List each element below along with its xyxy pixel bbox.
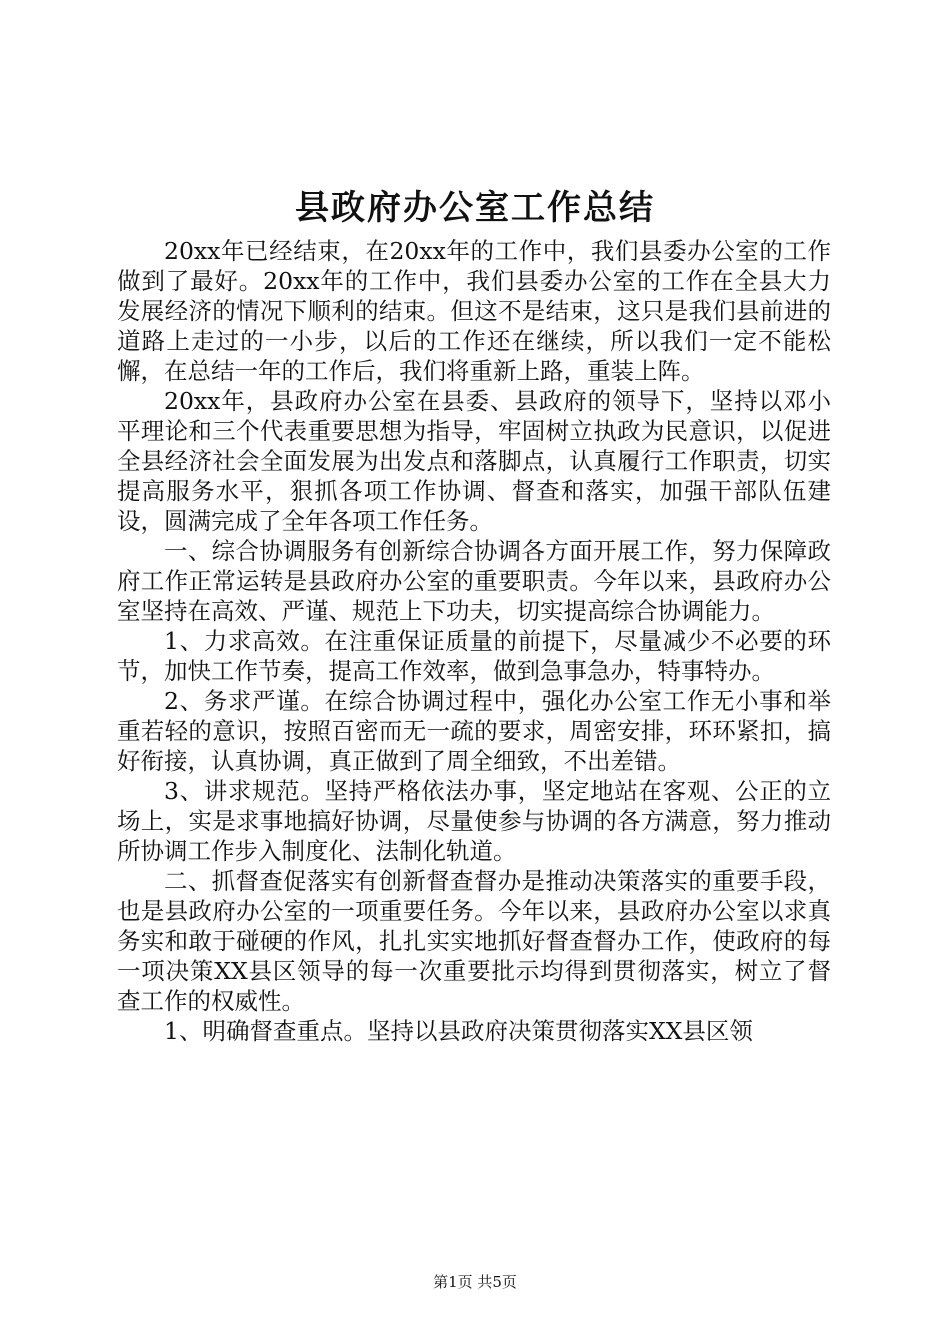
document-body [117, 236, 831, 1046]
paragraph: 20xx年，县政府办公室在县委、县政府的领导下，坚持以邓小平理论和三个代表重要思想为指导，牢固树立执政为民意识，以促进全县经济社会全面发展为出发点和落脚点，认真履行工作职责，切实提高服务水平，狠抓各项工作协调、督查和落实，加强干部队伍建设，圆满完成了全年各项工作任务。 [117, 387, 831, 535]
paragraph: 1、明确督查重点。坚持以县政府决策贯彻落实XX县区领 [164, 1017, 753, 1045]
paragraph: 2、务求严谨。在综合协调过程中，强化办公室工作无小事和举重若轻的意识，按照百密而无一疏的要求，周密安排，环环紧扣，搞好衔接，认真协调，真正做到了周全细致，不出差错。 [117, 687, 831, 775]
page-number-footer: 第1页 共5页 [433, 1273, 517, 1291]
paragraph: 1、力求高效。在注重保证质量的前提下，尽量减少不必要的环节，加快工作节奏，提高工作效率，做到急事急办，特事特办。 [117, 627, 831, 685]
paragraph: 二、抓督查促落实有创新督查督办是推动决策落实的重要手段，也是县政府办公室的一项重要任务。今年以来，县政府办公室以求真务实和敢于碰硬的作风，扎扎实实地抓好督查督办工作，使政府的每一项决策XX县区领导的每一次重要批示均得到贯彻落实，树立了督查工作的权威性。 [117, 867, 831, 1015]
paragraph: 一、综合协调服务有创新综合协调各方面开展工作，努力保障政府工作正常运转是县政府办公室的重要职责。今年以来，县政府办公室坚持在高效、严谨、规范上下功夫，切实提高综合协调能力。 [117, 537, 831, 625]
paragraph: 20xx年已经结束，在20xx年的工作中，我们县委办公室的工作做到了最好。20xx年的工作中，我们县委办公室的工作在全县大力发展经济的情况下顺利的结束。但这不是结束，这只是我们县前进的道路上走过的一小步，以后的工作还在继续，所以我们一定不能松懈，在总结一年的工作后，我们将重新上路，重装上阵。 [117, 237, 831, 385]
paragraph: 3、讲求规范。坚持严格依法办事，坚定地站在客观、公正的立场上，实是求事地搞好协调，尽量使参与协调的各方满意，努力推动所协调工作步入制度化、法制化轨道。 [117, 777, 831, 865]
document-title: 县政府办公室工作总结 [295, 188, 655, 228]
